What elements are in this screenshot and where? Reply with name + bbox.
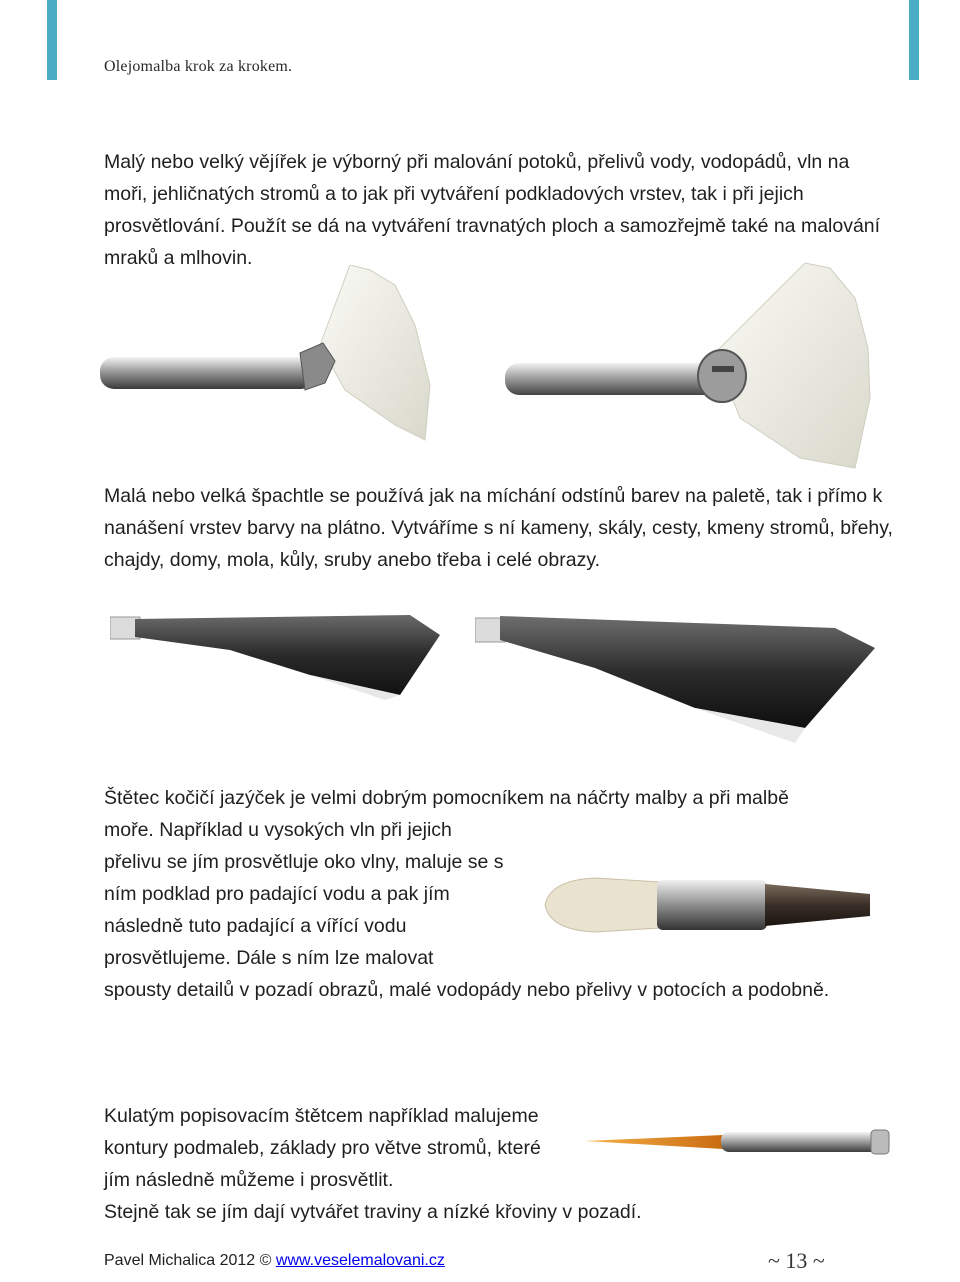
footer-website-link[interactable]: www.veselemalovani.cz bbox=[275, 1252, 445, 1269]
round-liner-brush-image bbox=[583, 1125, 895, 1161]
paragraph-cat-tongue-tail: spousty detailů v pozadí obrazů, malé vodopády nebo přelivy v potocích a podobně. bbox=[104, 979, 830, 1001]
paragraph-cat-tongue-line1: Štětec kočičí jazýček je velmi dobrým pomocníkem na náčrty malby a při malbě bbox=[104, 787, 789, 809]
small-fan-brush-image bbox=[95, 265, 445, 450]
footer bbox=[104, 1252, 445, 1270]
paragraph-round-brush: Kulatým popisovacím štětcem například malujeme kontury podmaleb, základy pro větve stromů, které jím následně můžeme i prosvětlit. bbox=[104, 1105, 541, 1191]
small-spatula-image bbox=[110, 605, 450, 715]
paragraph-cat-tongue-body: moře. Například u vysokých vln při jejich přelivu se jím prosvětluje oko vlny, maluje se s ním podklad pro padající vodu a pak jím následně tuto padající a vířící vodu prosvětlujeme. Dále s ním lze malovat bbox=[104, 819, 504, 969]
footer-author: Pavel Michalica 2012 © bbox=[104, 1252, 272, 1269]
page-number: ~ 13 ~ bbox=[768, 1248, 825, 1273]
page-header: Olejomalba krok za krokem. bbox=[104, 58, 293, 75]
paragraph-fan-brush: Malý nebo velký vějířek je výborný při malování potoků, přelivů vody, vodopádů, vln na moři, jehličnatých stromů a to jak při vytváření podkladových vrstev, tak i při jejich prosvětlování. Použít se dá na vytváření travnatých ploch a samozřejmě také na malování mraků a mlhovin. bbox=[104, 151, 881, 269]
paragraph-spatula: Malá nebo velká špachtle se používá jak na míchání odstínů barev na paletě, tak i přímo k nanášení vrstev barvy na plátno. Vytváříme s ní kameny, skály, cesty, kmeny stromů, břehy, chajdy, domy, mola, kůly, sruby anebo třeba i celé obrazy. bbox=[104, 485, 893, 571]
header-accent-bar-right bbox=[909, 0, 919, 80]
header-accent-bar-left bbox=[47, 0, 57, 80]
large-spatula-image bbox=[475, 598, 885, 758]
cat-tongue-brush-image bbox=[535, 870, 880, 940]
paragraph-round-brush-last: Stejně tak se jím dají vytvářet traviny a nízké křoviny v pozadí. bbox=[104, 1201, 642, 1223]
large-fan-brush-image bbox=[500, 258, 880, 480]
